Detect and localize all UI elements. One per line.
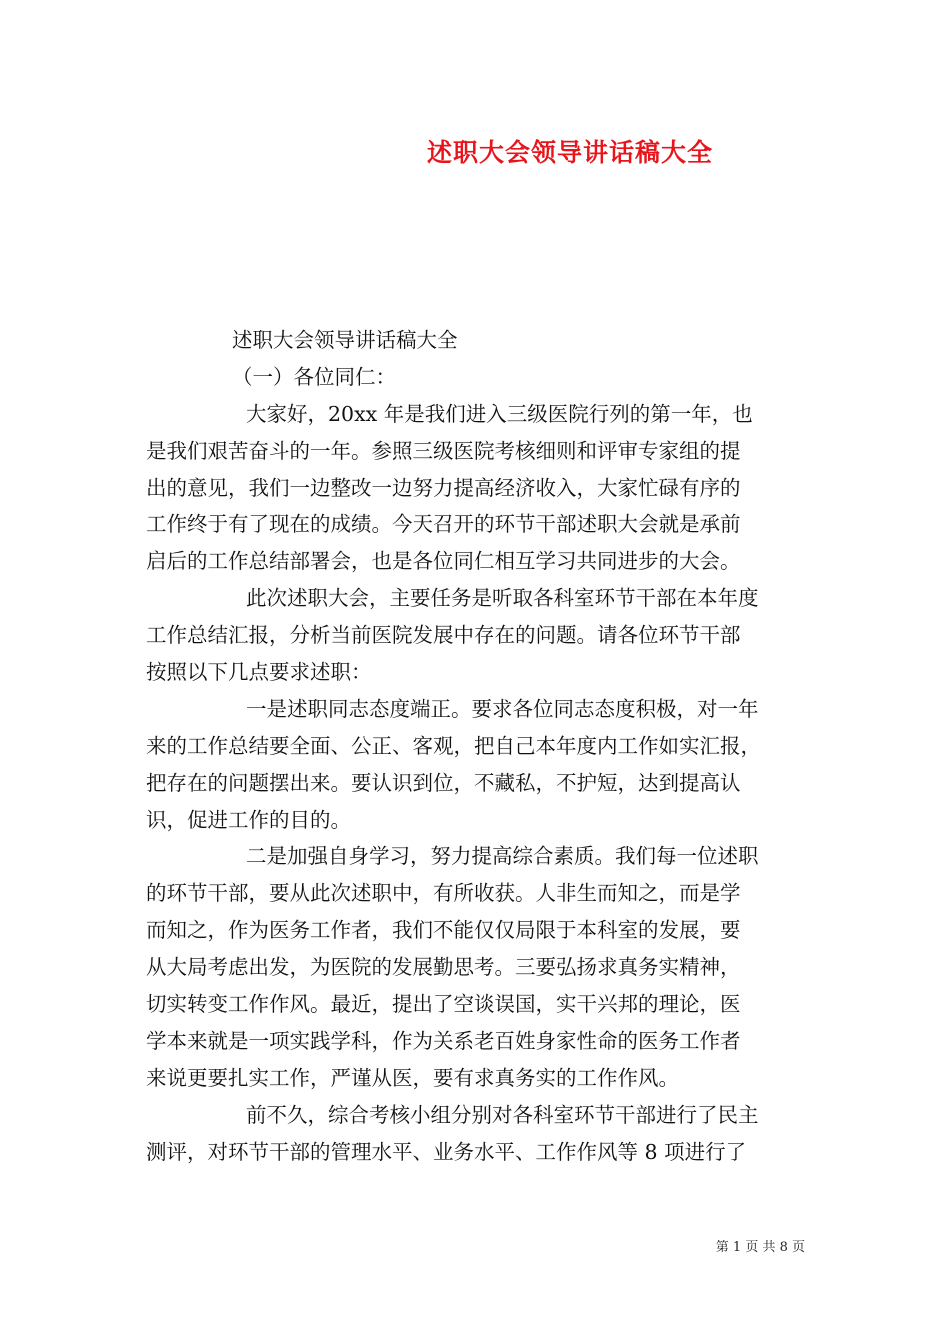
paragraph-5 [146, 1097, 811, 1171]
paragraph-line: 来说更要扎实工作，严谨从医，要有求真务实的工作作风。 [146, 1065, 679, 1090]
paragraph-line: 按照以下几点要求述职： [146, 660, 372, 685]
paragraph-4 [146, 838, 811, 1096]
paragraph-line: 二是加强自身学习，努力提高综合素质。我们每一位述职 [246, 844, 759, 869]
paragraph-line: 是我们艰苦奋斗的一年。参照三级医院考核细则和评审专家组的提 [146, 438, 741, 463]
paragraph-line: 学本来就是一项实践学科，作为关系老百姓身家性命的医务工作者 [146, 1028, 741, 1053]
paragraph-line: 前不久，综合考核小组分别对各科室环节干部进行了民主 [246, 1102, 759, 1127]
paragraph-line: 来的工作总结要全面、公正、客观，把自己本年度内工作如实汇报， [146, 733, 761, 758]
paragraph-line: 此次述职大会，主要任务是听取各科室环节干部在本年度 [246, 586, 759, 611]
paragraph-line: 把存在的问题摆出来。要认识到位，不藏私，不护短，达到提高认 [146, 770, 741, 795]
page-number: 第 1 页 共 8 页 [715, 1240, 805, 1255]
paragraph-line: 大家好，20xx 年是我们进入三级医院行列的第一年，也 [246, 401, 753, 426]
paragraph-line: 的环节干部，要从此次述职中，有所收获。人非生而知之，而是学 [146, 881, 741, 906]
paragraph-line: 而知之，作为医务工作者，我们不能仅仅局限于本科室的发展，要 [146, 918, 741, 943]
document-title: 述职大会领导讲话稿大全 [426, 138, 713, 167]
paragraph-line: 一是述职同志态度端正。要求各位同志态度积极，对一年 [246, 696, 759, 721]
paragraph-line: 启后的工作总结部署会，也是各位同仁相互学习共同进步的大会。 [146, 549, 741, 574]
paragraph-3 [146, 691, 811, 839]
paragraph-line: 出的意见，我们一边整改一边努力提高经济收入，大家忙碌有序的 [146, 475, 741, 500]
salutation: （一）各位同仁： [232, 364, 396, 389]
paragraph-line: 工作终于有了现在的成绩。今天召开的环节干部述职大会就是承前 [146, 512, 741, 537]
paragraph-line: 测评，对环节干部的管理水平、业务水平、工作作风等 8 项进行了 [146, 1139, 747, 1164]
paragraph-1 [146, 396, 811, 580]
paragraph-2 [146, 580, 811, 691]
document-subtitle: 述职大会领导讲话稿大全 [232, 328, 458, 352]
document-body [146, 322, 811, 1170]
paragraph-line: 工作总结汇报，分析当前医院发展中存在的问题。请各位环节干部 [146, 623, 741, 648]
paragraph-line: 从大局考虑出发，为医院的发展勤思考。三要弘扬求真务实精神， [146, 955, 741, 980]
paragraph-line: 识，促进工作的目的。 [146, 807, 351, 832]
paragraph-line: 切实转变工作作风。最近，提出了空谈误国，实干兴邦的理论，医 [146, 992, 741, 1017]
